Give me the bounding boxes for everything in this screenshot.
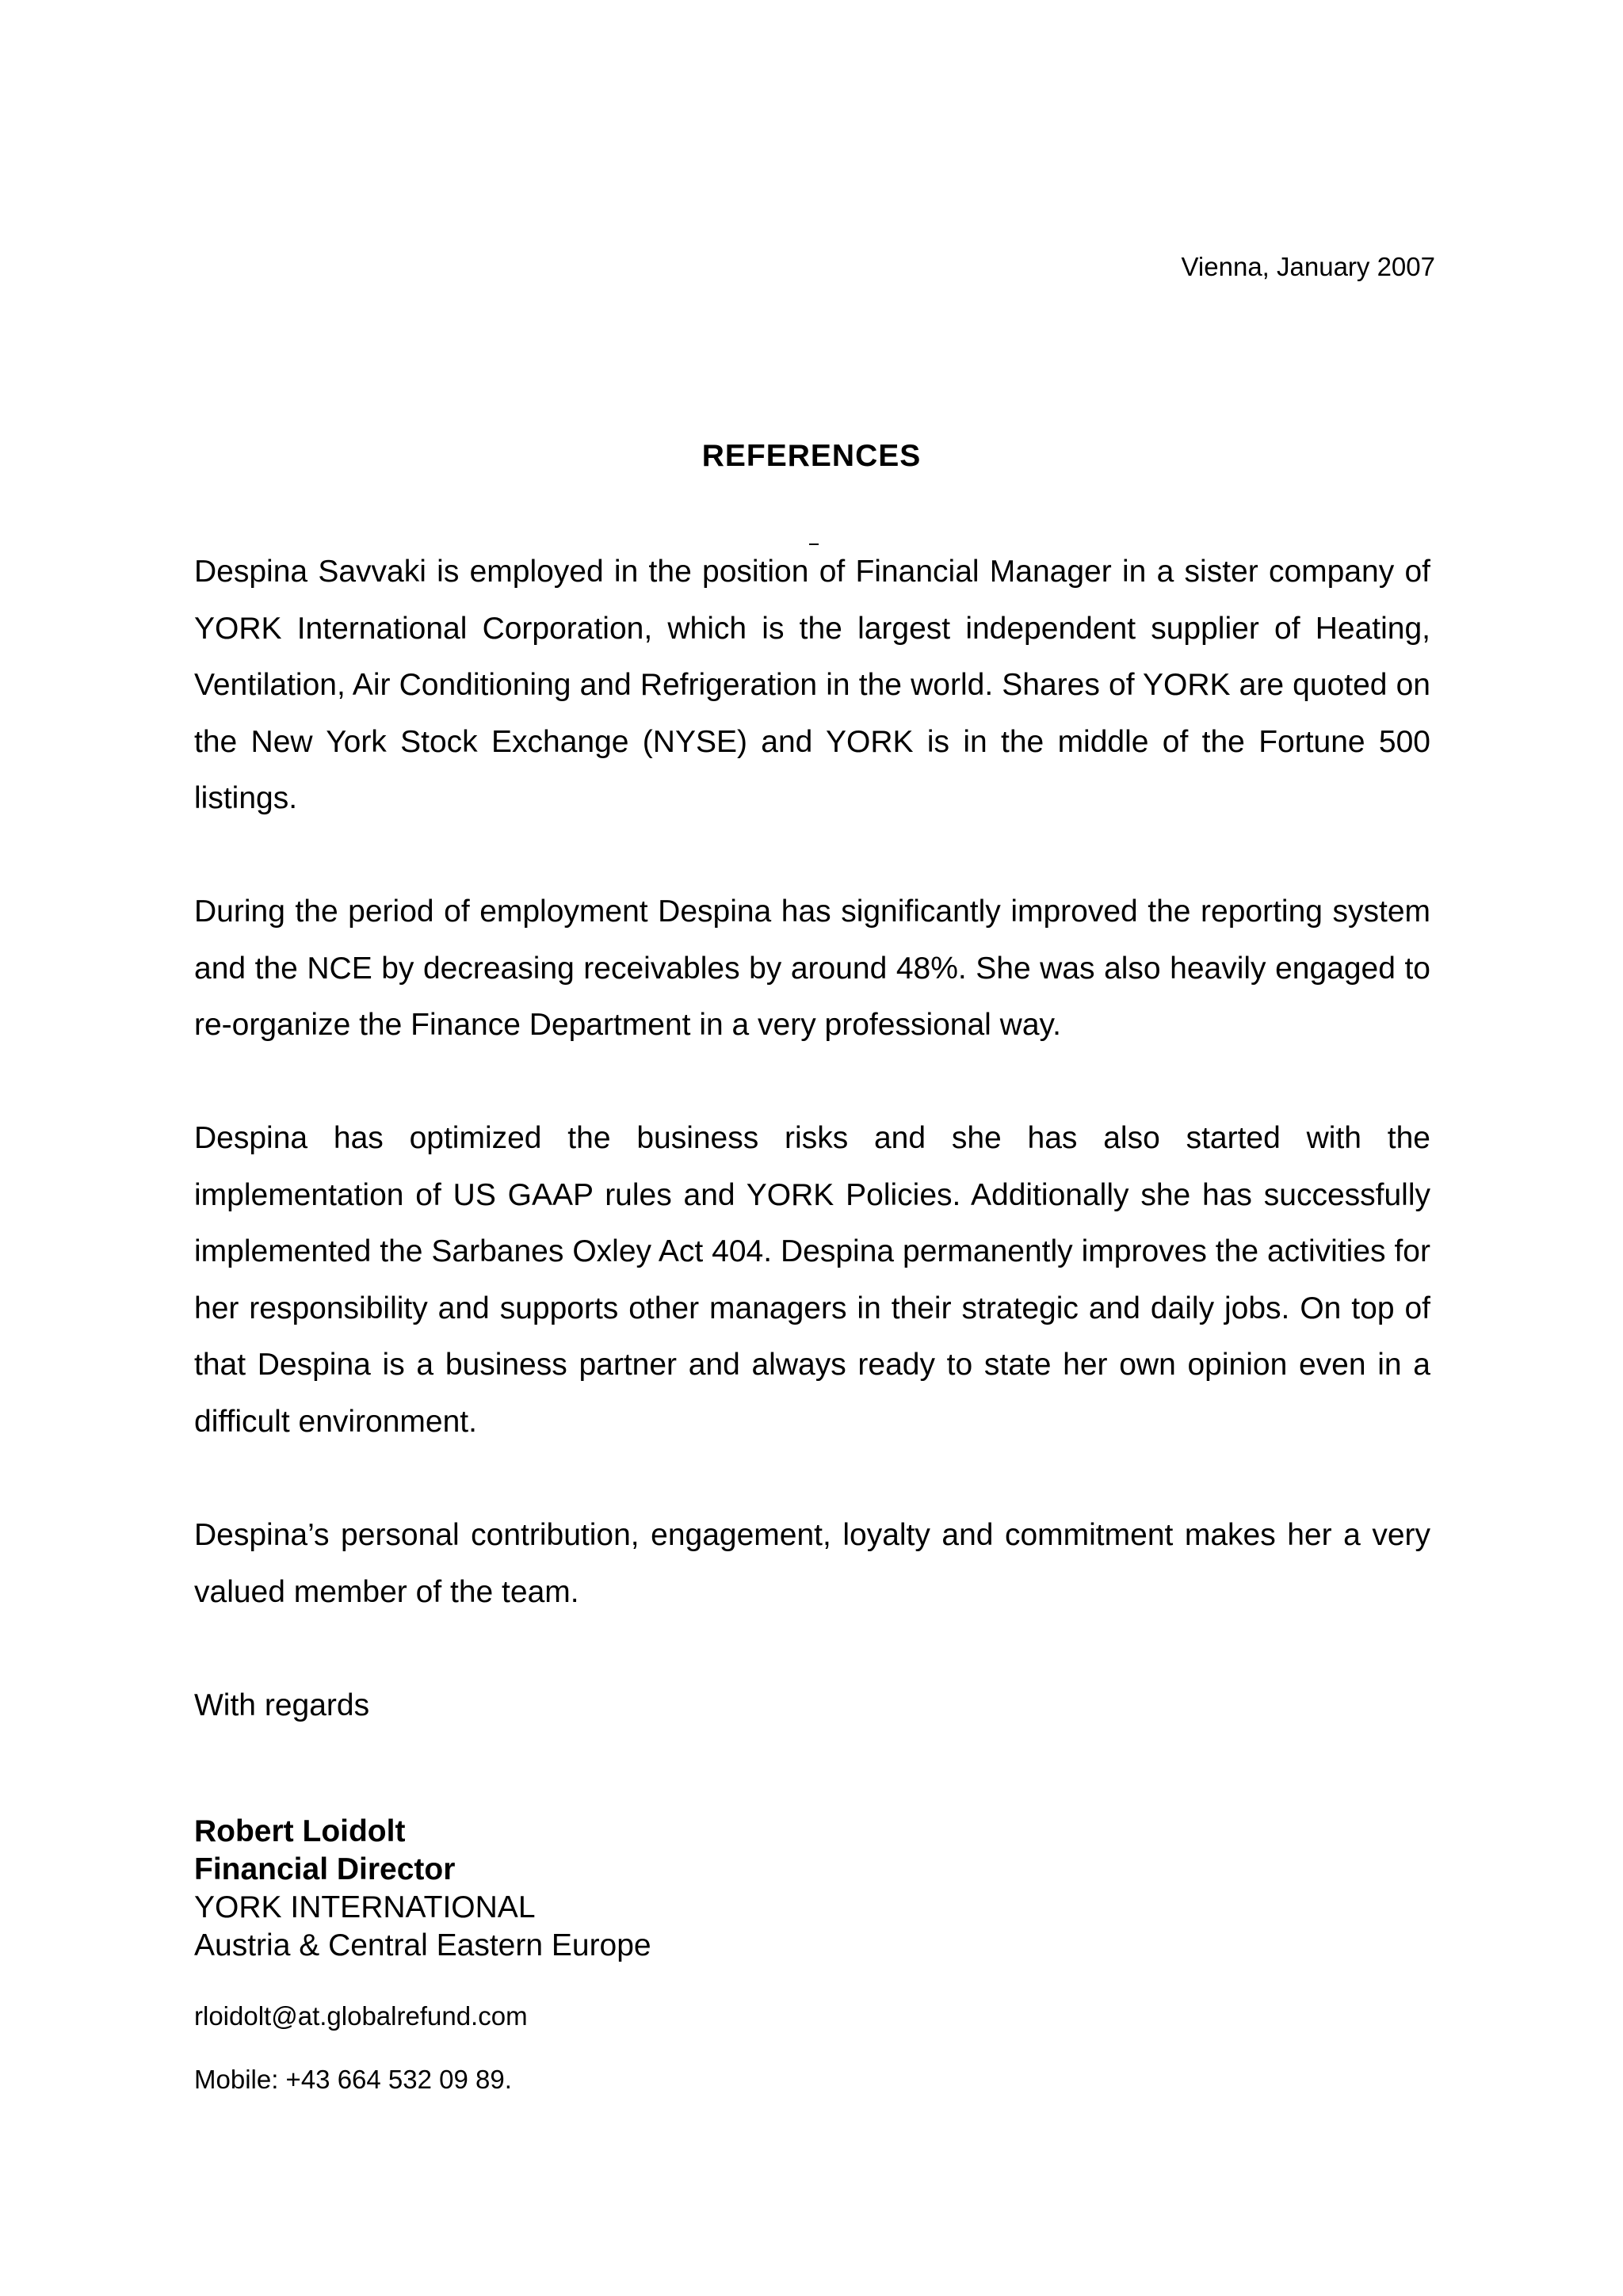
paragraph-intro: Despina Savvaki is employed in the position of Financial Manager in a sister company of YORK International Corporation, which is the largest independent supplier of Heating, Ventilation, Air Conditioning and Refrigeration in the world. Shares of YORK are quoted on the New York Stock Exchange (NYSE) and YORK is in the middle of the Fortune 500 listings. [194, 555, 1430, 815]
date-line: Vienna, January 2007 [1181, 252, 1435, 281]
signer-position: Financial Director [194, 1852, 456, 1886]
signature-block [194, 1813, 651, 1965]
contact-email: rloidolt@at.globalrefund.com [194, 2001, 528, 2031]
contact-mobile: Mobile: +43 664 532 09 89. [194, 2065, 512, 2094]
document-title: REFERENCES [701, 439, 922, 473]
signer-region: Austria & Central Eastern Europe [194, 1928, 651, 1962]
paragraph-achievements: During the period of employment Despina has significantly improved the reporting system and the NCE by decreasing receivables by around 48%. She was also heavily engaged to re-organize the Finance Department in a very professional way. [194, 894, 1430, 1042]
paragraph-responsibilities: Despina has optimized the business risks and she has also started with the implementation of US GAAP rules and YORK Policies. Additionally she has successfully implemented the Sarbanes Oxley Act 404. Despina permanently improves the activities for her responsibility and supports other managers in their strategic and daily jobs. On top of that Despina is a business partner and always ready to state her own opinion even in a difficult environment. [194, 1121, 1430, 1439]
signer-company: YORK INTERNATIONAL [194, 1890, 536, 1924]
signer-name: Robert Loidolt [194, 1814, 406, 1848]
paragraph-contribution: Despina’s personal contribution, engagement, loyalty and commitment makes her a very valued member of the team. [194, 1518, 1430, 1609]
closing-line: With regards [194, 1688, 370, 1722]
